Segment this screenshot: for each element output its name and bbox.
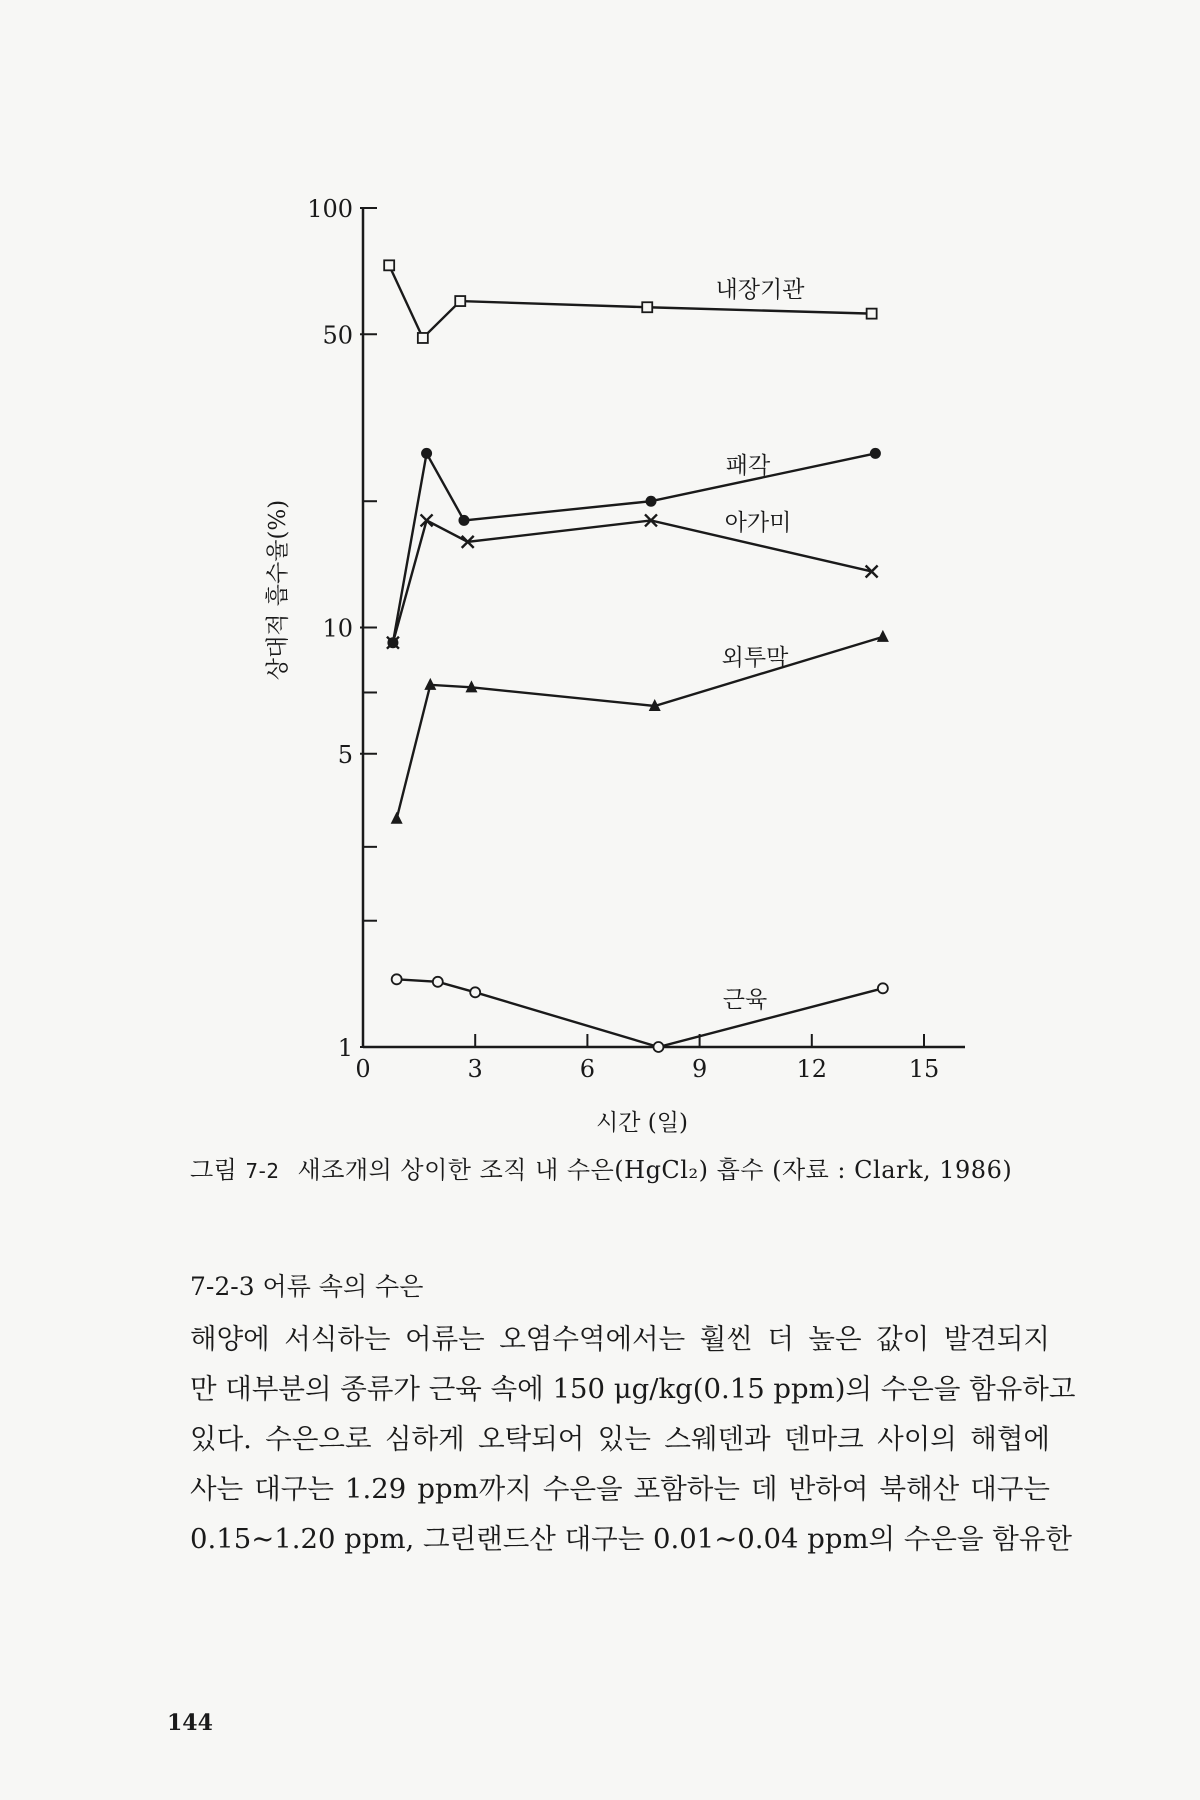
data-point bbox=[653, 1042, 663, 1052]
data-point bbox=[877, 630, 889, 642]
data-point bbox=[433, 977, 443, 987]
x-tick-label: 9 bbox=[691, 1055, 708, 1083]
x-tick-label: 12 bbox=[796, 1055, 828, 1083]
chart-ticks bbox=[307, 195, 939, 1083]
series-x bbox=[387, 514, 878, 648]
series-label: 내장기관 bbox=[715, 277, 805, 303]
section-heading: 7-2-3 어류 속의 수은 bbox=[190, 1272, 424, 1301]
series-label: 패각 bbox=[725, 453, 771, 479]
data-point bbox=[391, 812, 403, 824]
series-filled-triangle bbox=[391, 630, 889, 824]
series-line bbox=[393, 453, 875, 642]
caption-label: 그림 bbox=[190, 1156, 238, 1184]
x-tick-label: 0 bbox=[355, 1055, 371, 1083]
y-tick-label: 100 bbox=[307, 195, 353, 223]
x-tick-label: 15 bbox=[908, 1055, 940, 1083]
data-point bbox=[470, 987, 480, 997]
y-tick-label: 10 bbox=[322, 614, 353, 643]
paragraph-line: 해양에 서식하는 어류는 오염수역에서는 훨씬 더 높은 값이 발견되지 bbox=[190, 1323, 1050, 1355]
series-filled-circle bbox=[387, 448, 880, 648]
x-tick-label: 3 bbox=[467, 1055, 483, 1083]
data-point bbox=[455, 296, 465, 306]
y-axis-title: 상대적 흡수율(%) bbox=[265, 499, 291, 681]
chart-axes bbox=[363, 208, 965, 1047]
paragraph-line: 0.15∼1.20 ppm, 그린랜드산 대구는 0.01∼0.04 ppm의 수은을 함유한 bbox=[190, 1523, 1072, 1555]
chart-series bbox=[384, 260, 889, 1052]
series-line bbox=[397, 637, 883, 819]
x-tick-label: 6 bbox=[579, 1055, 596, 1083]
y-tick-label: 1 bbox=[337, 1034, 353, 1062]
body-paragraph bbox=[190, 1314, 1076, 1564]
data-point bbox=[421, 448, 432, 459]
data-point bbox=[458, 515, 469, 526]
data-point bbox=[424, 678, 436, 690]
data-point bbox=[384, 260, 394, 270]
series-label: 아가미 bbox=[724, 510, 792, 536]
data-point bbox=[642, 302, 652, 312]
data-point bbox=[645, 496, 656, 507]
page-number: 144 bbox=[167, 1710, 213, 1736]
caption-text: 새조개의 상이한 조직 내 수은(HgCl₂) 흡수 (자료 : Clark, 1986) bbox=[297, 1156, 1013, 1184]
paragraph-line: 사는 대구는 1.29 ppm까지 수은을 포함하는 데 반하여 북해산 대구는 bbox=[190, 1473, 1050, 1505]
data-point bbox=[418, 333, 428, 343]
x-axis-title: 시간 (일) bbox=[596, 1110, 688, 1136]
data-point bbox=[878, 983, 888, 993]
y-tick-label: 50 bbox=[322, 321, 353, 350]
data-point bbox=[870, 448, 881, 459]
data-point bbox=[867, 309, 877, 319]
series-line bbox=[397, 979, 883, 1047]
series-open-circle bbox=[392, 974, 888, 1052]
chart-labels bbox=[265, 277, 805, 1136]
paragraph-line: 있다. 수은으로 심하게 오탁되어 있는 스웨덴과 덴마크 사이의 해협에 bbox=[190, 1423, 1050, 1455]
paragraph-line: 만 대부분의 종류가 근육 속에 150 μg/kg(0.15 ppm)의 수은을 함유하고 bbox=[190, 1373, 1076, 1405]
data-point bbox=[392, 974, 402, 984]
y-tick-label: 5 bbox=[337, 740, 353, 769]
figure-caption bbox=[190, 1150, 1012, 1185]
series-label: 외투막 bbox=[721, 645, 789, 671]
caption-number: 7-2 bbox=[245, 1159, 280, 1183]
series-label: 근육 bbox=[722, 987, 768, 1013]
